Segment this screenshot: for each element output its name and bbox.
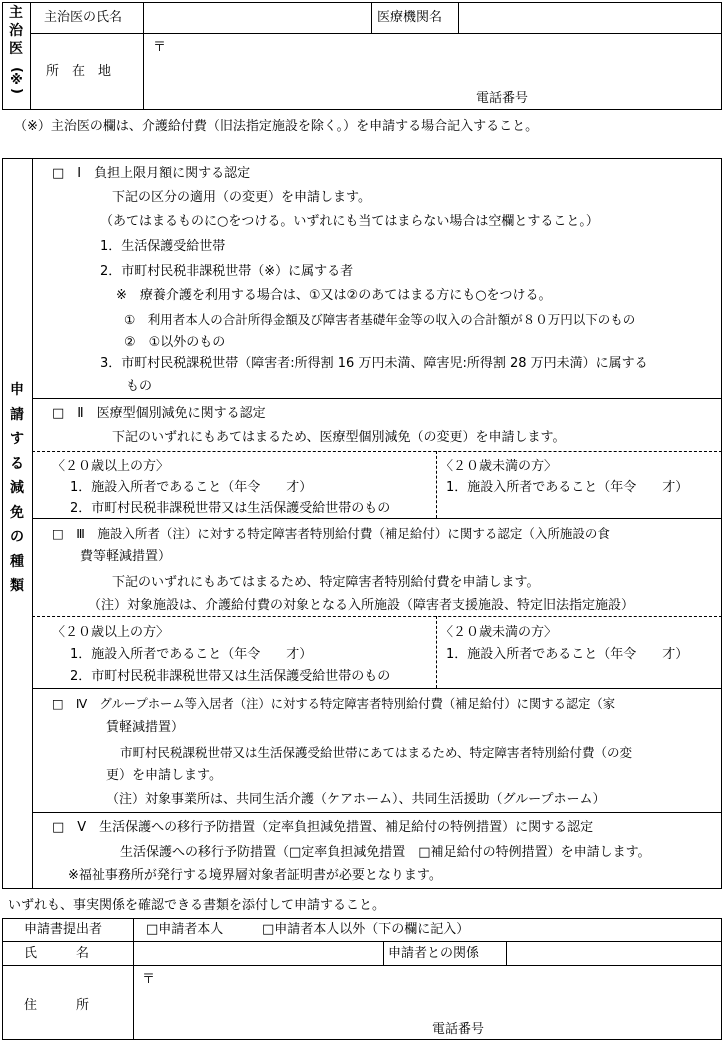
applicant-relation-left bbox=[383, 941, 384, 965]
section-3-age-divider bbox=[436, 616, 437, 688]
applicant-postal-mark: 〒 bbox=[142, 972, 156, 987]
section-2-right-head: 〈２０歳未満の方〉 bbox=[440, 459, 558, 474]
doctor-address-label: 所 在 地 bbox=[46, 64, 112, 79]
section-1-line-2: （あてはまるものに○をつける。いずれにも当てはまらない場合は空欄とすること。） bbox=[100, 214, 599, 229]
doctor-inst-label-right bbox=[458, 2, 459, 33]
section-3-checkbox-title[interactable]: □ Ⅲ 施設入所者（注）に対する特定障害者特別給付費（補足給付）に関する認定（入所施設の食 bbox=[52, 526, 610, 541]
doctor-inst-label-left bbox=[371, 2, 372, 33]
section-3-line-2: （注）対象施設は、介護給付費の対象となる入所施設（障害者支援施設、特定旧法指定施設） bbox=[88, 598, 635, 613]
divider-3-4 bbox=[32, 688, 722, 689]
section-3-dash-divider bbox=[32, 616, 722, 617]
section-2-left-item-1[interactable]: 1．施設入所者であること（年令 才） bbox=[70, 480, 313, 495]
doctor-label-divider bbox=[143, 2, 144, 110]
section-1-line-1: 下記の区分の適用（の変更）を申請します。 bbox=[112, 190, 371, 205]
reduction-side-label: 申 請 す る 減 免 の 種 類 bbox=[10, 382, 24, 594]
section-4-checkbox-title[interactable]: □ Ⅳ グループホーム等入居者（注）に対する特定障害者特別給付費（補足給付）に関する認定（家 bbox=[52, 697, 616, 711]
section-3-title-cont: 費等軽減措置） bbox=[80, 549, 172, 564]
doctor-side-label: 主 治 医 (※) bbox=[9, 5, 24, 94]
section-3-right-head: 〈２０歳未満の方〉 bbox=[440, 625, 558, 640]
doctor-address-field[interactable] bbox=[170, 38, 718, 86]
section-2-left-item-2[interactable]: 2．市町村民税非課税世帯又は生活保護受給世帯のもの bbox=[70, 501, 391, 516]
section-4-title-cont: 賃軽減措置） bbox=[106, 720, 185, 735]
submitter-other-checkbox[interactable]: □申請者本人以外（下の欄に記入） bbox=[262, 922, 470, 937]
section-1-sub-option-2[interactable]: ② ①以外のもの bbox=[124, 335, 226, 350]
section-3-right-item-1[interactable]: 1．施設入所者であること（年令 才） bbox=[446, 647, 689, 662]
section-2-left-head: 〈２０歳以上の方〉 bbox=[52, 459, 170, 474]
section-2-checkbox-title[interactable]: □ Ⅱ 医療型個別減免に関する認定 bbox=[52, 406, 266, 421]
section-1-checkbox-title[interactable]: □ Ⅰ 負担上限月額に関する認定 bbox=[52, 166, 251, 181]
attach-note: いずれも、事実関係を確認できる書類を添付して申請すること。 bbox=[8, 898, 386, 913]
divider-2-3 bbox=[32, 518, 722, 519]
section-5-note: ※福祉事務所が発行する境界層対象者証明書が必要となります。 bbox=[68, 868, 442, 883]
section-3-line-1: 下記のいずれにもあてはまるため、特定障害者特別給付費を申請します。 bbox=[112, 575, 540, 590]
applicant-phone-label: 電話番号 bbox=[432, 1022, 485, 1037]
doctor-institution-field[interactable] bbox=[461, 5, 719, 31]
section-1-option-3-cont: もの bbox=[126, 379, 153, 394]
section-3-left-item-2[interactable]: 2．市町村民税非課税世帯又は生活保護受給世帯のもの bbox=[70, 669, 391, 684]
section-5-checkbox-title[interactable]: □ Ⅴ 生活保護への移行予防措置（定率負担減免措置、補足給付の特例措置）に関する認定 bbox=[52, 820, 594, 835]
submitter-self-checkbox[interactable]: □申請者本人 bbox=[146, 922, 224, 937]
reduction-side-divider bbox=[32, 158, 33, 889]
section-1-note: ※ 療養介護を利用する場合は、①又は②のあてはまる方にも○をつける。 bbox=[116, 288, 552, 303]
doctor-postal-mark: 〒 bbox=[153, 40, 167, 55]
section-3-left-item-1[interactable]: 1．施設入所者であること（年令 才） bbox=[70, 647, 313, 662]
divider-1-2 bbox=[32, 398, 722, 399]
section-4-line-2: 更）を申請します。 bbox=[106, 768, 222, 783]
applicant-name-field[interactable] bbox=[136, 944, 380, 963]
applicant-row-divider-1 bbox=[2, 941, 722, 942]
section-4-note: （注）対象事業所は、共同生活介護（ケアホーム）、共同生活援助（グループホーム） bbox=[106, 792, 606, 807]
section-1-option-2[interactable]: 2．市町村民税非課税世帯（※）に属する者 bbox=[100, 264, 354, 279]
doctor-row-divider bbox=[30, 33, 722, 34]
section-2-dash-divider bbox=[32, 451, 722, 452]
section-2-line-1: 下記のいずれにもあてはまるため、医療型個別減免（の変更）を申請します。 bbox=[112, 430, 566, 445]
divider-4-5 bbox=[32, 812, 722, 813]
section-4-line-1: 市町村民税課税世帯又は生活保護受給世帯にあてはまるため、特定障害者特別給付費（の変 bbox=[120, 745, 633, 760]
applicant-name-label: 氏 名 bbox=[24, 946, 90, 961]
section-2-right-item-1[interactable]: 1．施設入所者であること（年令 才） bbox=[446, 480, 689, 495]
applicant-relation-label: 申請者との関係 bbox=[388, 946, 480, 961]
applicant-relation-field[interactable] bbox=[509, 944, 719, 963]
doctor-institution-label: 医療機関名 bbox=[377, 10, 443, 25]
applicant-relation-right bbox=[506, 941, 507, 965]
section-3-left-head: 〈２０歳以上の方〉 bbox=[52, 625, 170, 640]
applicant-row-divider-2 bbox=[2, 965, 722, 966]
section-1-option-1[interactable]: 1．生活保護受給世帯 bbox=[100, 239, 226, 254]
doctor-name-label: 主治医の氏名 bbox=[44, 10, 123, 25]
applicant-address-label: 住 所 bbox=[24, 998, 90, 1013]
section-2-age-divider bbox=[436, 451, 437, 518]
doctor-note: （※）主治医の欄は、介護給付費（旧法指定施設を除く。）を申請する場合記入すること。 bbox=[14, 119, 539, 134]
submitter-label: 申請書提出者 bbox=[24, 922, 103, 937]
doctor-phone-label: 電話番号 bbox=[476, 91, 529, 106]
applicant-label-divider bbox=[133, 918, 134, 1040]
section-1-option-3[interactable]: 3．市町村民税課税世帯（障害者:所得割 16 万円未満、障害児:所得割 28 万円未満）に属する bbox=[100, 356, 648, 371]
applicant-address-field[interactable] bbox=[160, 970, 718, 1016]
doctor-side-divider bbox=[30, 2, 31, 110]
section-1-sub-option-1[interactable]: ① 利用者本人の合計所得金額及び障害者基礎年金等の収入の合計額が８０万円以下のもの bbox=[124, 312, 636, 327]
doctor-name-field[interactable] bbox=[146, 5, 368, 31]
section-5-line-1: 生活保護への移行予防措置（□定率負担減免措置 □補足給付の特例措置）を申請します。 bbox=[120, 845, 651, 860]
